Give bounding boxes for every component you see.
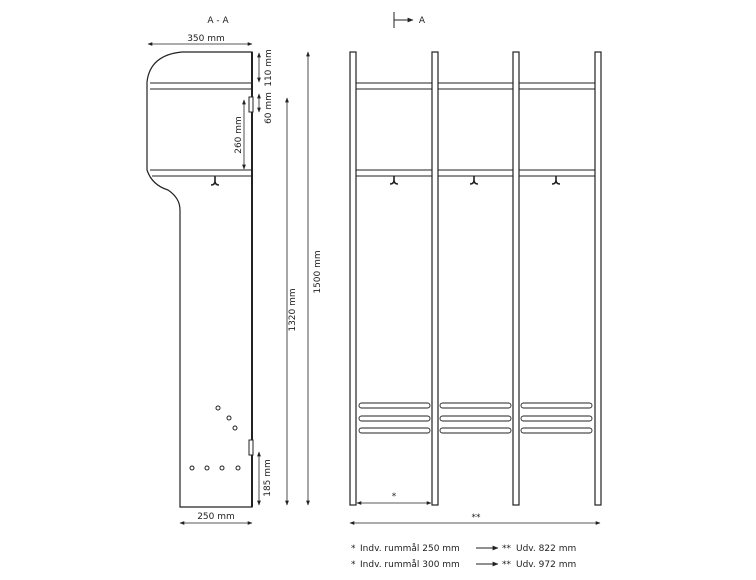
section-view [147,16,323,523]
legend [351,543,576,570]
legend-star: * [351,560,356,570]
dim-foot-height-label: 185 mm [263,459,273,497]
dim-inner-width-label: * [391,492,397,502]
dim-outer-width-label: ** [471,513,481,523]
legend-star: * [351,544,356,554]
legend-udv: Udv. 822 mm [516,544,577,554]
legend-indv: Indv. rummål 250 mm [360,544,460,554]
legend-row-2 [351,559,576,570]
lower-wall-bracket [249,440,253,455]
upper-wall-bracket [249,97,253,112]
legend-stars: ** [502,544,511,554]
dim-hook-zone-label: 260 mm [234,116,244,154]
hook-rail [356,170,596,176]
section-title: A - A [207,16,229,26]
dim-rail-height-label: 1320 mm [288,288,298,332]
dim-gap-height-label: 60 mm [264,92,274,124]
dim-bottom-width-label: 250 mm [197,512,235,522]
hook-icon [552,176,560,184]
shoe-rails [359,403,592,433]
hook-icon [390,176,398,184]
drill-holes [190,406,240,470]
legend-stars: ** [502,560,511,570]
hook-icon [470,176,478,184]
legend-row-1 [351,543,576,554]
legend-udv: Udv. 972 mm [516,560,577,570]
dim-total-height-label: 1500 mm [313,250,323,294]
uprights [350,52,601,505]
legend-indv: Indv. rummål 300 mm [360,560,460,570]
hook-icon [211,176,219,185]
front-hooks [390,176,560,184]
dim-shelf-height-label: 110 mm [264,49,274,87]
dim-top-width-label: 350 mm [187,34,225,44]
section-marker-label: A [418,16,426,26]
top-shelf [356,83,596,89]
front-view [350,12,601,523]
